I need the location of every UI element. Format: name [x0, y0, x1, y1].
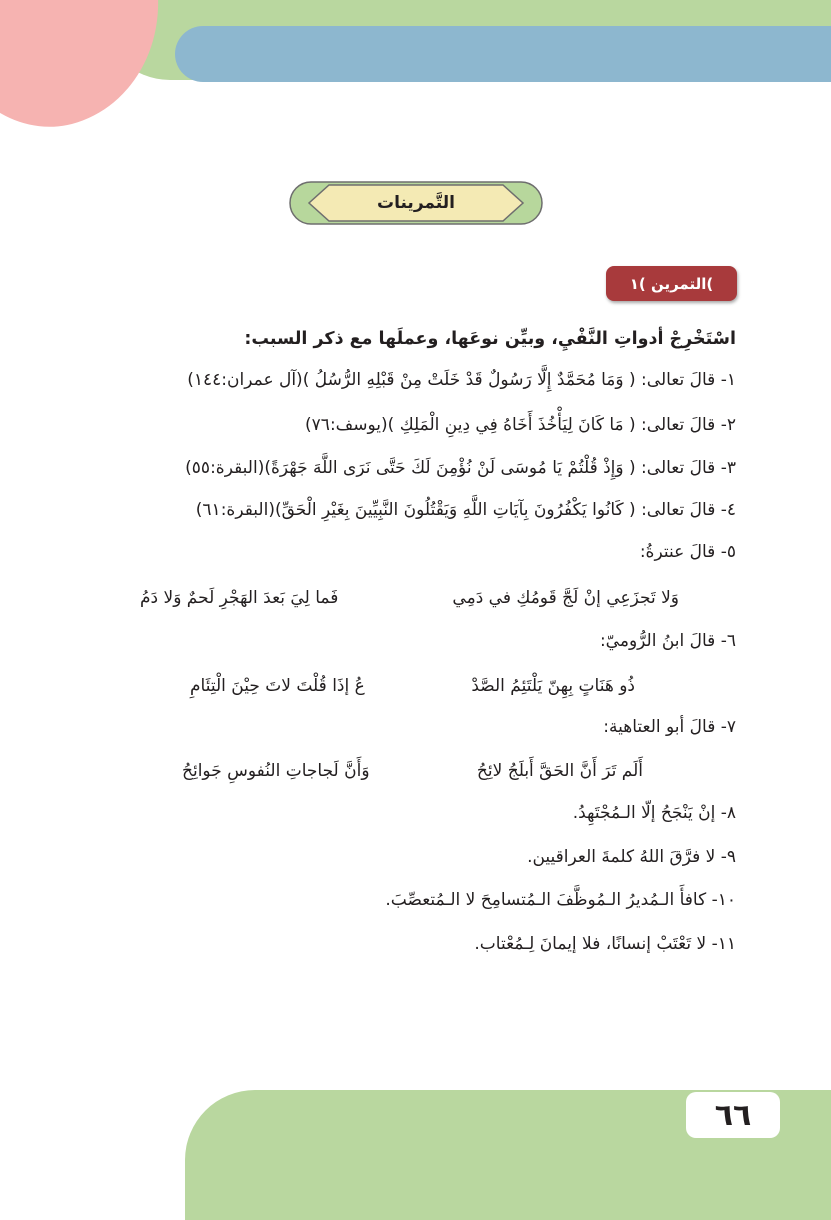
item-8: ٨- إنْ يَنْجَحُ إلّا الـمُجْتَهِدُ. — [572, 803, 736, 823]
item-10: ١٠- كافأَ الـمُديرُ الـمُوظَّفَ الـمُتسامِحَ لا الـمُتعصِّبَ. — [385, 890, 736, 910]
section-title: التَّمرينات — [377, 193, 455, 213]
section-banner — [289, 181, 543, 225]
item-9: ٩- لا فرَّقَ اللهُ كلمةَ العراقيين. — [527, 847, 736, 867]
item-4: ٤- قالَ تعالى: ( كَانُوا يَكْفُرُونَ بِآيَاتِ اللَّهِ وَيَقْتُلُونَ النَّبِيِّينَ بِغَيْرِ الْحَقِّ)(البقرة:٦١) — [195, 500, 736, 520]
instruction-text: اسْتَخْرِجْ أدواتِ النَّفْيِ، وبيِّن نوعَها، وعملَها مع ذكر السبب: — [244, 329, 736, 349]
item-1: ١- قالَ تعالى: ( وَمَا مُحَمَّدٌ إِلَّا رَسُولٌ قَدْ خَلَتْ مِنْ قَبْلِهِ الرُّسُلُ )(آل عمران:١٤٤) — [187, 370, 736, 390]
verse-1-second-hemistich: فَما لِيَ بَعدَ الهَجْرِ لَحمٌ وَلا دَمُ — [140, 588, 339, 608]
verse-2-second-hemistich: عُ إذَا قُلْتَ لاتَ حِيْنَ الْتِئَامِ — [190, 676, 365, 696]
item-11: ١١- لا تَعْتَبْ إنسانًا، فلا إيمانَ لِـمُعْتاب. — [474, 934, 736, 954]
verse-3-second-hemistich: وَأَنَّ لَجاجاتِ النُفوسِ جَوائِحُ — [182, 761, 370, 781]
item-2: ٢- قالَ تعالى: ( مَا كَانَ لِيَأْخُذَ أَخَاهُ فِي دِينِ الْمَلِكِ )(يوسف:٧٦) — [305, 415, 736, 435]
top-blue-band — [175, 26, 831, 82]
verse-1-first-hemistich: وَلا تَجزَعِي إنْ لَجَّ قَومُكِ في دَمِي — [452, 588, 679, 608]
item-3: ٣- قالَ تعالى: ( وَإِذْ قُلْتُمْ يَا مُوسَى لَنْ نُؤْمِنَ لَكَ حَتَّى نَرَى اللَّهَ جَهْرَةً)(البقرة:٥٥) — [185, 458, 736, 478]
exercise-label: التمرين )١( — [606, 266, 737, 301]
verse-3-first-hemistich: أَلَم تَرَ أَنَّ الحَقَّ أَبلَجُ لائِحُ — [476, 761, 643, 781]
verse-2-first-hemistich: ذُو هَنَاتٍ بِهِنّ يَلْتَئِمُ الصَّدْ — [471, 676, 635, 696]
page-number: ٦٦ — [686, 1092, 780, 1138]
item-6: ٦- قالَ ابنُ الرُّوميّ: — [599, 631, 736, 651]
item-5: ٥- قالَ عنترةُ: — [639, 542, 736, 562]
item-7: ٧- قالَ أبو العتاهية: — [603, 717, 736, 737]
